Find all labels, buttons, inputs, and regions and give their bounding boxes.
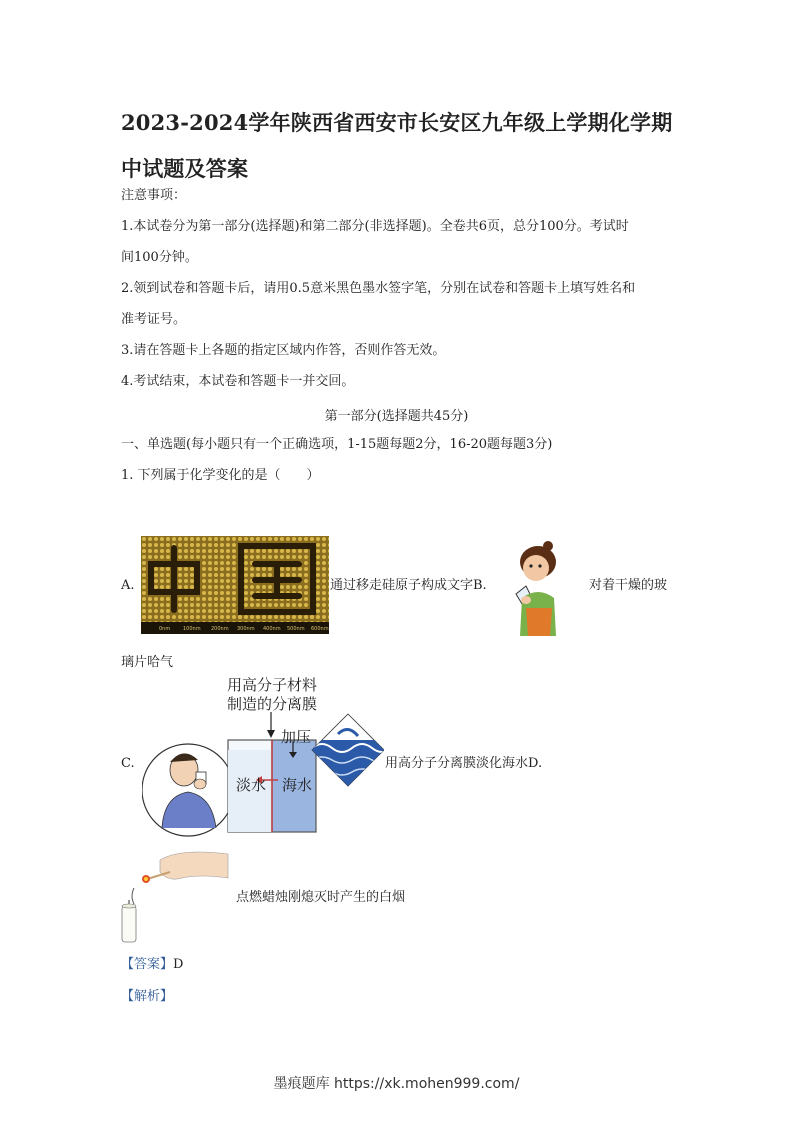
silicon-atoms-image: [141, 536, 329, 634]
svg-text:400nm: 400nm: [263, 626, 281, 632]
pressure-label: 加压: [281, 728, 312, 746]
option-c-label: C.: [121, 756, 135, 771]
candle-smoke-image: [120, 848, 232, 944]
svg-text:600nm: 600nm: [311, 626, 329, 632]
svg-text:200nm: 200nm: [211, 626, 229, 632]
option-c-text: 用高分子分离膜淡化海水D.: [385, 756, 543, 771]
notice-line-1: 1.本试卷分为第一部分(选择题)和第二部分(非选择题)。全卷共6页，总分100分。考试时: [121, 219, 629, 234]
fresh-water-label: 淡水: [236, 776, 267, 794]
svg-text:100nm: 100nm: [183, 626, 201, 632]
notice-line-2: 间100分钟。: [121, 250, 198, 265]
analysis-label: 【解析】: [121, 989, 174, 1004]
page-title: 2023-2024学年陕西省西安市长安区九年级上学期化学期中试题及答案: [121, 110, 673, 181]
option-b-text: 对着干燥的玻: [589, 578, 668, 593]
option-d-text: 点燃蜡烛刚熄灭时产生的白烟: [236, 890, 406, 905]
notice-line-4: 准考证号。: [121, 312, 187, 327]
option-b-text-cont: 璃片哈气: [121, 655, 174, 670]
sea-water-label: 海水: [282, 776, 313, 794]
question-1: 1. 下列属于化学变化的是（ ）: [121, 468, 320, 483]
svg-text:500nm: 500nm: [287, 626, 305, 632]
answer-row: [121, 957, 183, 973]
notice-heading: 注意事项：: [121, 188, 187, 203]
membrane-label-line2: 制造的分离膜: [226, 695, 317, 713]
notice-line-3: 2.领到试卷和答题卡后，请用0.5意米黑色墨水签字笔，分别在试卷和答题卡上填写姓名和: [121, 281, 636, 296]
section-heading: 一、单选题(每小题只有一个正确选项，1-15题每题2分，16-20题每题3分): [121, 437, 553, 452]
membrane-label-line1: 用高分子材料: [226, 676, 317, 694]
girl-breathing-image: [512, 538, 564, 636]
answer-value: D: [173, 957, 184, 972]
notice-line-5: 3.请在答题卡上各题的指定区域内作答，否则作答无效。: [121, 343, 446, 358]
footer-watermark: 墨痕题库 https://xk.mohen999.com/: [273, 1076, 520, 1092]
option-a-text: 通过移走硅原子构成文字B.: [330, 578, 487, 593]
svg-text:0nm: 0nm: [159, 626, 171, 632]
option-a-label: A.: [121, 578, 135, 593]
notice-line-6: 4.考试结束，本试卷和答题卡一并交回。: [121, 374, 355, 389]
answer-label: 【答案】: [121, 957, 174, 972]
svg-text:300nm: 300nm: [237, 626, 255, 632]
part-heading: 第一部分(选择题共45分): [324, 409, 469, 424]
